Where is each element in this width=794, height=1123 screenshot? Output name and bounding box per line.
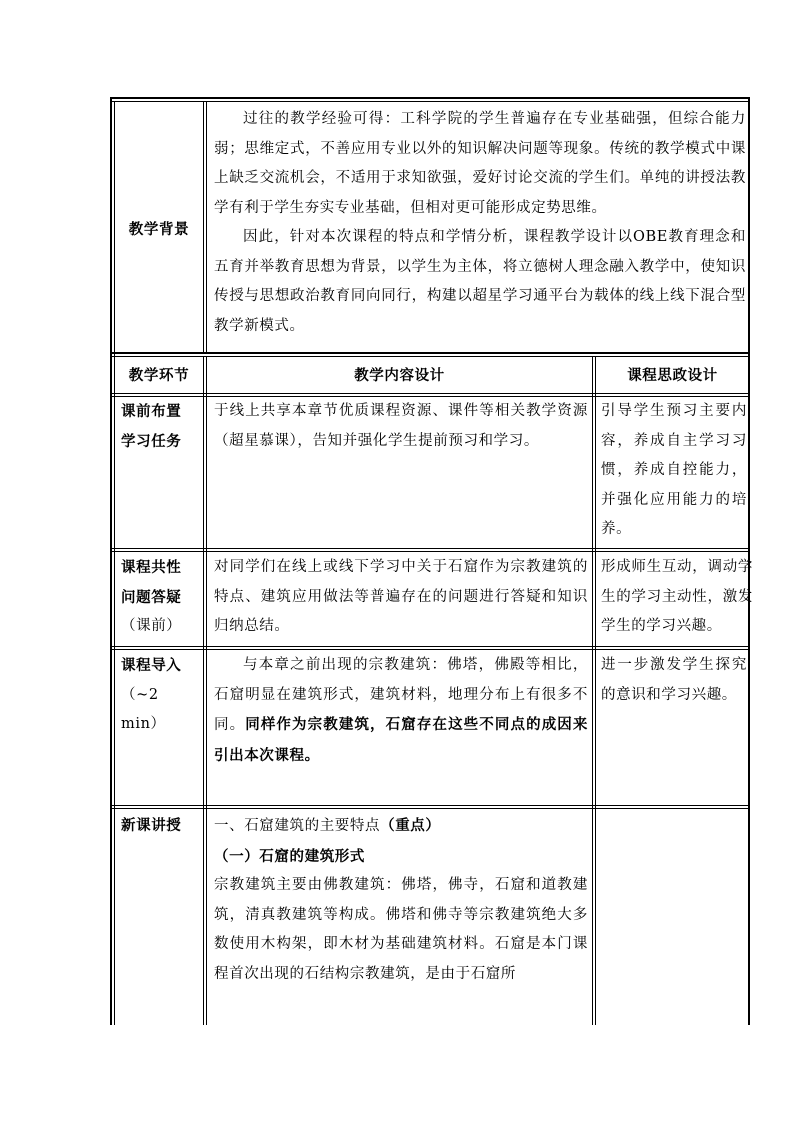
row2-stage-line2: 问题答疑 [121,588,182,606]
row4-heading1-bold: （重点） [380,817,441,834]
background-content [214,105,746,341]
col2-divider-inner [595,356,596,1025]
row1-stage-line2: 学习任务 [121,432,182,450]
row4-heading1-plain: 一、石窟建筑的主要特点 [214,818,381,834]
row3-stage [121,651,201,740]
background-paragraph-2: 因此，针对本次课程的特点和学情分析，课程教学设计以OBE教育理念和五育并举教育思想为背景，以学生为主体，将立德树人理念融入教学中，使知识传授与思想政治教育同向同行，构建以超星学习通平台为载体的线上线下混合型教学新模式。 [214,229,746,334]
background-divider [203,101,204,353]
row3-stage-note: （~2 min） [121,686,166,732]
row3-content [214,651,588,771]
table-inner-top-line [112,101,748,102]
header-top-line [112,356,750,357]
row2-top-line [112,548,750,549]
row4-top-line-inner [112,808,750,809]
header-ideology: 课程思政设计 [627,367,718,384]
row1-stage-line1: 课前布置 [121,403,182,420]
row1-content: 于线上共享本章节优质课程资源、课件等相关教学资源（超星慕课），告知并强化学生提前预习和学习。 [214,403,588,449]
row4-top-line [112,805,750,806]
header-bottom-line [112,393,750,394]
row3-top-line [112,646,750,647]
row4-stage-line1: 新课讲授 [121,817,182,834]
row2-content: 对同学们在线上或线下学习中关于石窟作为宗教建筑的特点、建筑应用做法等普遍存在的问题进行答疑和知识归纳总结。 [214,559,588,634]
row1-ideology: 引导学生预习主要内容，养成自主学习习惯，养成自控能力，并强化应用能力的培养。 [601,403,747,537]
row3-top-line-inner [112,649,750,650]
row2-ideology: 形成师生互动，调动学生的学习主动性，激发学生的学习兴趣。 [601,559,753,634]
col1-divider [203,356,204,1025]
row3-stage-line1: 课程导入 [121,657,182,674]
row2-stage-note: （课前） [121,618,182,634]
row3-ideology: 进一步激发学生探究的意识和学习兴趣。 [601,657,747,703]
row4-heading1 [214,811,588,842]
table-inner-left-line [114,101,115,1025]
header-content: 教学内容设计 [354,367,445,384]
background-label: 教学背景 [128,221,190,238]
row4-heading2: （一）石窟的建筑形式 [214,847,365,865]
col2-divider [592,356,593,1025]
background-paragraph-1: 过往的教学经验可得：工科学院的学生普遍存在专业基础强，但综合能力弱；思维定式，不善应用专业以外的知识解决问题等现象。传统的教学模式中课上缺乏交流机会，不适用于求知欲强，爱好讨论交流的学生们。单纯的讲授法教学有利于学生夯实专业基础，但相对更可能形成定势思维。 [214,111,746,216]
background-bottom-line [112,352,750,354]
row4-paragraph: 宗教建筑主要由佛教建筑：佛塔，佛寺，石窟和道教建筑，清真教建筑等构成。佛塔和佛寺等宗教建筑绝大多数使用木构架，即木材为基础建筑材料。石窟是本门课程首次出现的石结构宗教建筑，是由于石窟所 [214,877,588,982]
row2-stage-line1: 课程共性 [121,559,182,576]
row2-stage [121,553,201,642]
row1-stage [121,397,201,456]
row4-stage [121,811,201,841]
background-divider-inner [206,101,207,353]
header-stage: 教学环节 [128,367,190,384]
row3-content-plain: 与本章之前出现的宗教建筑：佛塔，佛殿等相比，石窟明显在建筑形式，建筑材料，地理分布上有很多不同。 [214,657,588,733]
row2-top-line-inner [112,551,750,552]
row3-content-bold: 同样作为宗教建筑，石窟存在这些不同点的成因来引出本次课程。 [214,716,589,764]
col1-divider-inner [206,356,207,1025]
row4-content [214,811,588,989]
